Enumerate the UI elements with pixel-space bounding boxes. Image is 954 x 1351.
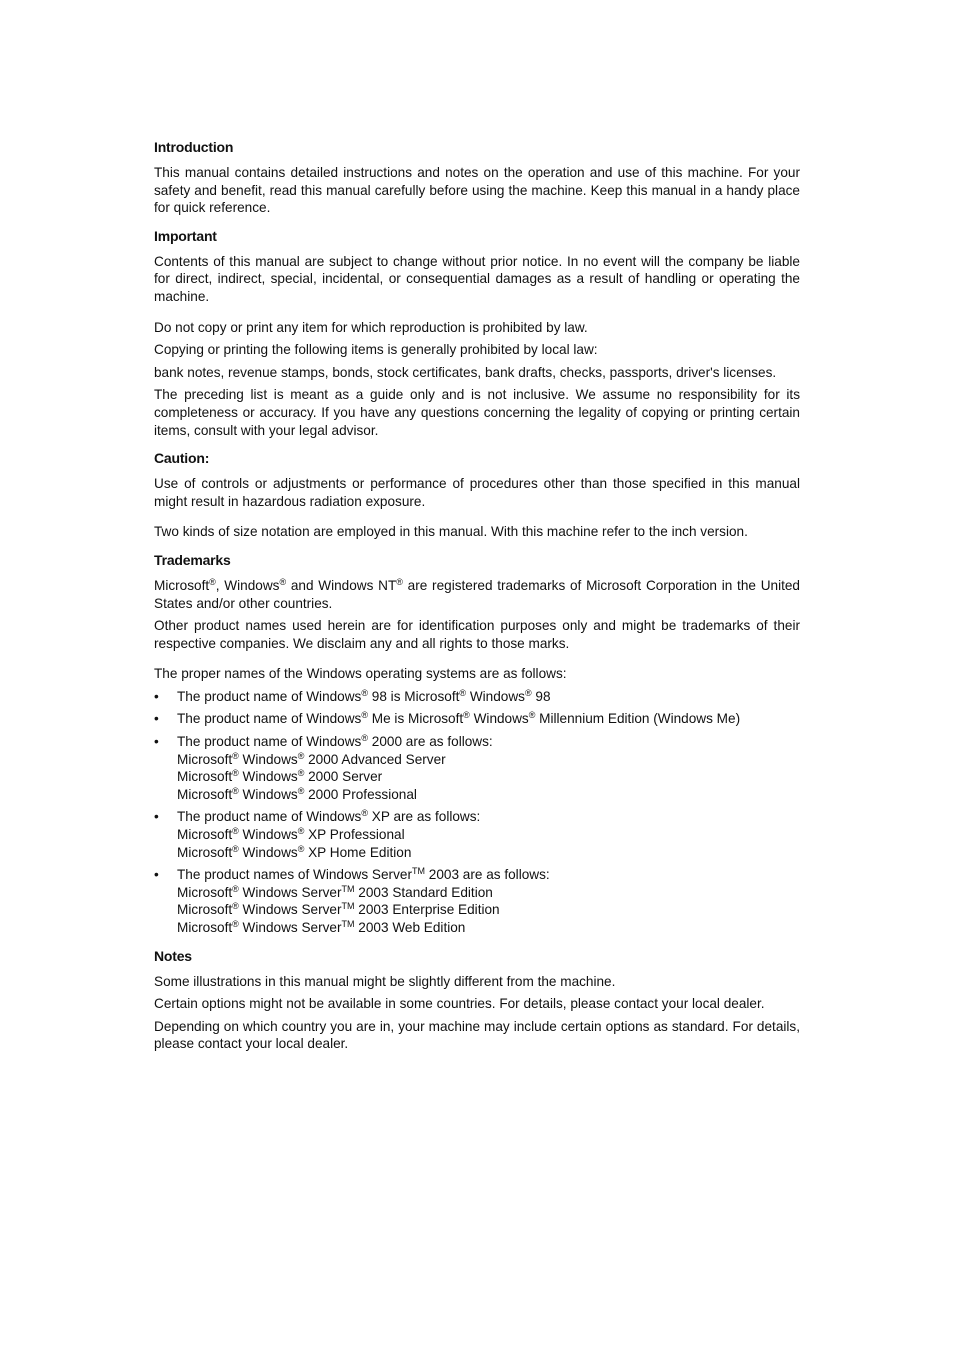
text-fragment: and Windows NT bbox=[286, 577, 397, 593]
text-fragment: 2003 Standard Edition bbox=[354, 884, 493, 900]
product-edition-line bbox=[177, 751, 800, 769]
text-fragment: Microsoft bbox=[177, 827, 233, 843]
text-fragment: Windows Server bbox=[238, 920, 342, 935]
important-paragraph: The preceding list is meant as a guide only and is not inclusive. We assume no responsibility for its completeness or accuracy. If you have any questions concerning the legality of copying or printing certain items, consult with your legal advisor. bbox=[154, 387, 800, 438]
registered-mark: ® bbox=[297, 826, 305, 837]
trademark-mark: TM bbox=[411, 866, 425, 877]
registered-mark: ® bbox=[396, 576, 403, 587]
trademarks-section bbox=[154, 551, 800, 937]
registered-mark: ® bbox=[232, 883, 239, 894]
important-heading: Important bbox=[154, 227, 217, 244]
registered-mark: ® bbox=[209, 576, 216, 587]
text-fragment: 2000 Advanced Server bbox=[304, 751, 446, 767]
caution-section bbox=[154, 449, 800, 541]
text-fragment: Microsoft bbox=[177, 920, 233, 935]
text-fragment: Microsoft bbox=[177, 902, 233, 918]
registered-mark: ® bbox=[232, 843, 239, 854]
text-fragment: 2003 Enterprise Edition bbox=[354, 902, 500, 918]
text-fragment: are registered trademarks of Microsoft Corporation in the United States and/or other countries. bbox=[154, 577, 800, 611]
text-fragment: Windows bbox=[238, 844, 298, 860]
text-fragment: Microsoft bbox=[177, 769, 233, 785]
text-fragment: The product name of Windows bbox=[177, 711, 362, 727]
text-fragment: Windows bbox=[238, 786, 298, 802]
trademarks-heading: Trademarks bbox=[154, 551, 231, 568]
registered-mark: ® bbox=[232, 919, 239, 929]
registered-mark: ® bbox=[232, 901, 239, 912]
registered-mark: ® bbox=[232, 750, 239, 761]
notes-heading: Notes bbox=[154, 947, 192, 964]
notes-paragraph: Depending on which country you are in, your machine may include certain options as standard. For details, please contact your local dealer. bbox=[154, 1018, 800, 1052]
product-edition-line bbox=[177, 884, 800, 902]
text-fragment: The product name of Windows bbox=[177, 734, 362, 750]
text-fragment: Windows bbox=[469, 711, 529, 727]
product-edition-line bbox=[177, 768, 800, 786]
product-edition-line bbox=[177, 919, 800, 937]
notes-paragraph: Some illustrations in this manual might be slightly different from the machine. bbox=[154, 973, 616, 989]
registered-mark: ® bbox=[297, 843, 305, 854]
text-fragment: The product name of Windows bbox=[177, 809, 362, 825]
product-edition-line bbox=[177, 901, 800, 919]
text-fragment: Windows Server bbox=[238, 884, 342, 900]
introduction-text: This manual contains detailed instructions and notes on the operation and use of this machine. For your safety and benefit, read this manual carefully before using the machine. Keep this manual in a handy place for quick reference. bbox=[154, 165, 800, 216]
trademark-mark: TM bbox=[341, 901, 355, 912]
notes-section bbox=[154, 947, 800, 1053]
notes-paragraph: Certain options might not be available in some countries. For details, please contact your local dealer. bbox=[154, 996, 765, 1012]
text-fragment: 2003 are as follows: bbox=[424, 867, 550, 883]
text-fragment: , Windows bbox=[215, 577, 280, 593]
trademark-mark: TM bbox=[341, 919, 355, 929]
text-fragment: 2000 are as follows: bbox=[368, 734, 493, 750]
text-fragment: Windows bbox=[466, 688, 525, 704]
trademarks-disclaimer: Other product names used herein are for identification purposes only and might be trademarks of their respective companies. We disclaim any and all rights to those marks. bbox=[154, 618, 800, 651]
registered-mark: ® bbox=[232, 826, 239, 837]
text-fragment: Microsoft bbox=[177, 884, 233, 900]
text-fragment: Windows bbox=[238, 751, 298, 767]
text-fragment: XP Home Edition bbox=[304, 844, 412, 860]
registered-mark: ® bbox=[528, 710, 536, 721]
text-fragment: 98 bbox=[531, 688, 551, 704]
text-fragment: Millennium Edition (Windows Me) bbox=[535, 711, 741, 727]
caution-heading: Caution: bbox=[154, 450, 210, 467]
text-fragment: Microsoft bbox=[154, 577, 210, 593]
registered-mark: ® bbox=[463, 710, 470, 721]
list-item bbox=[154, 808, 800, 861]
product-edition-line bbox=[177, 826, 800, 844]
registered-mark: ® bbox=[361, 710, 368, 721]
registered-mark: ® bbox=[232, 768, 239, 779]
manual-page bbox=[154, 138, 800, 1063]
text-fragment: The product names of Windows Server bbox=[177, 867, 412, 883]
text-fragment: Microsoft bbox=[177, 751, 233, 767]
windows-names-intro: The proper names of the Windows operating systems are as follows: bbox=[154, 666, 567, 682]
product-edition-line bbox=[177, 844, 800, 862]
registered-mark: ® bbox=[459, 687, 467, 698]
text-fragment: XP Professional bbox=[304, 827, 405, 843]
text-fragment: The product name of Windows bbox=[177, 688, 362, 704]
list-item bbox=[154, 688, 800, 706]
important-paragraph: Copying or printing the following items is generally prohibited by local law: bbox=[154, 342, 598, 358]
registered-mark: ® bbox=[232, 785, 239, 796]
text-fragment: 2000 Server bbox=[304, 769, 383, 785]
text-fragment: Microsoft bbox=[177, 786, 233, 802]
introduction-heading: Introduction bbox=[154, 139, 234, 155]
text-fragment: 2003 Web Edition bbox=[354, 920, 466, 935]
registered-mark: ® bbox=[361, 808, 368, 819]
list-item bbox=[154, 710, 800, 728]
trademarks-paragraph bbox=[154, 577, 800, 612]
registered-mark: ® bbox=[361, 687, 368, 698]
important-section bbox=[154, 227, 800, 439]
registered-mark: ® bbox=[279, 576, 287, 587]
product-edition-line bbox=[177, 786, 800, 804]
text-fragment: Windows Server bbox=[238, 902, 342, 918]
list-item bbox=[154, 733, 800, 803]
text-fragment: Me is Microsoft bbox=[368, 711, 464, 727]
trademark-mark: TM bbox=[341, 883, 355, 894]
size-notation-paragraph: Two kinds of size notation are employed in this manual. With this machine refer to the inch version. bbox=[154, 524, 748, 540]
windows-names-list bbox=[154, 688, 800, 937]
introduction-section bbox=[154, 138, 800, 217]
registered-mark: ® bbox=[361, 733, 368, 744]
registered-mark: ® bbox=[297, 768, 305, 779]
text-fragment: Microsoft bbox=[177, 844, 233, 860]
text-fragment: Windows bbox=[238, 827, 298, 843]
text-fragment: XP are as follows: bbox=[368, 809, 481, 825]
text-fragment: 98 is Microsoft bbox=[368, 688, 460, 704]
important-paragraph: bank notes, revenue stamps, bonds, stock certificates, bank drafts, checks, passports, driver's licenses. bbox=[154, 364, 777, 380]
text-fragment: 2000 Professional bbox=[304, 786, 417, 802]
registered-mark: ® bbox=[297, 785, 305, 796]
list-item bbox=[154, 866, 800, 936]
registered-mark: ® bbox=[297, 750, 305, 761]
important-paragraph: Do not copy or print any item for which reproduction is prohibited by law. bbox=[154, 319, 588, 335]
text-fragment: Windows bbox=[238, 769, 298, 785]
caution-paragraph: Use of controls or adjustments or performance of procedures other than those specified in this manual might result in hazardous radiation exposure. bbox=[154, 476, 800, 509]
important-paragraph: Contents of this manual are subject to change without prior notice. In no event will the company be liable for direct, indirect, special, incidental, or consequential damages as a result of handling or operating the machine. bbox=[154, 253, 800, 304]
registered-mark: ® bbox=[524, 687, 532, 698]
